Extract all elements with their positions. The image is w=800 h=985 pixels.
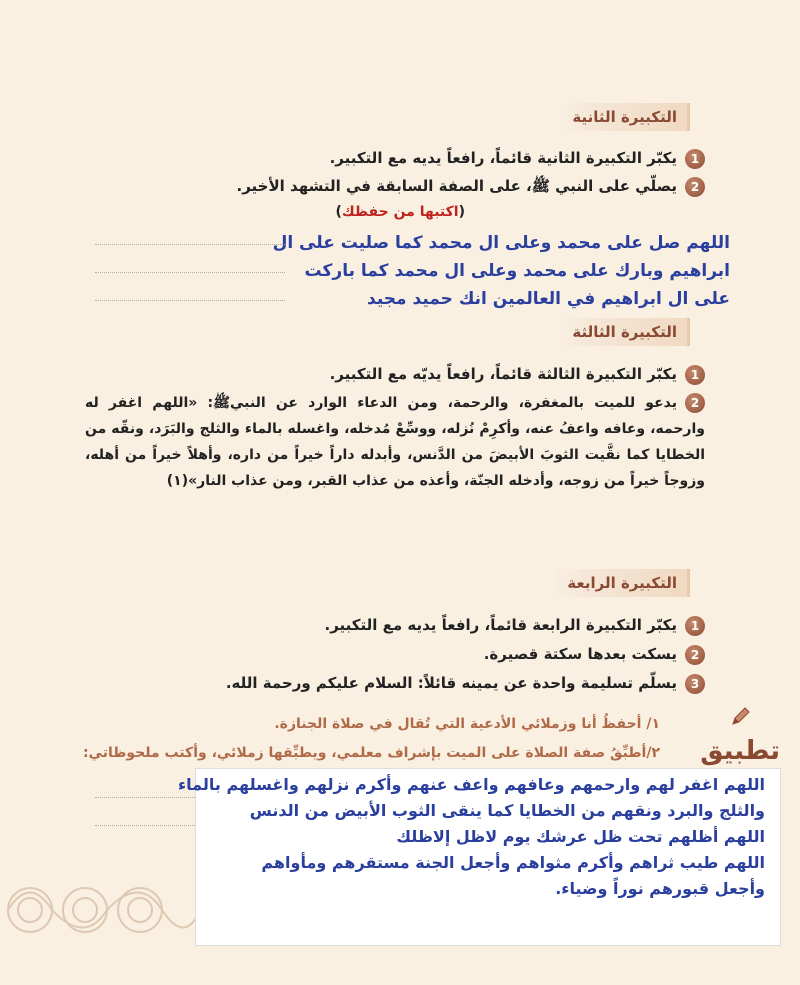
section3-item-1 xyxy=(330,362,705,386)
overlay-line-3: اللهم أظلهم تحت ظل عرشك يوم لاظل إلاظلك xyxy=(396,827,765,846)
step-text: يكبّر التكبيرة الثانية قائماً، رافعاً يديه مع التكبير. xyxy=(329,149,677,167)
step-number-badge: 2 xyxy=(685,645,705,665)
step-text: يصلّي على النبي ﷺ، على الصفة السابقة في التشهد الأخير. xyxy=(236,177,677,195)
overlay-line-4: اللهم طيب ثراهم وأكرم مثواهم وأجعل الجنة مستقرهم ومأواهم xyxy=(261,853,765,872)
step-number-badge: 2 xyxy=(685,177,705,197)
decorative-ornament xyxy=(0,855,200,965)
section2-item-1 xyxy=(330,146,705,170)
dotted-line xyxy=(95,797,205,798)
overlay-line-2: والثلج والبرد ونقهم من الخطايا كما ينقى الثوب الأبيض من الدنس xyxy=(249,801,765,820)
dotted-line xyxy=(95,825,205,826)
activity-task-2: ٢/أطبِّقُ صفة الصلاة على الميت بإشراف معلمي، ويطبِّقها زملائي، وأكتب ملحوظاتي: xyxy=(82,745,660,761)
activity-label: تطبيق xyxy=(700,736,780,766)
dotted-line xyxy=(95,272,285,273)
dotted-line xyxy=(95,244,285,245)
section2-heading: التكبيرة الثانية xyxy=(558,103,690,131)
handwritten-answer-box xyxy=(177,768,781,946)
note-paren-close: ) xyxy=(335,204,342,220)
note-red-text: اكتبها من حفظك xyxy=(341,204,459,220)
pen-icon xyxy=(730,705,752,727)
step-number-badge: 1 xyxy=(685,365,705,385)
section3-item-2 xyxy=(85,390,705,494)
memorize-note xyxy=(335,204,465,220)
step-text: يكبّر التكبيرة الرابعة قائماً، رافعاً يديه مع التكبير. xyxy=(324,616,677,634)
step-number-badge: 3 xyxy=(685,674,705,694)
step-number-badge: 2 xyxy=(685,393,705,413)
section2-item-2 xyxy=(237,174,705,198)
section4-heading: التكبيرة الرابعة xyxy=(553,569,690,597)
section4-item-1 xyxy=(325,613,706,637)
answer-line-3: على ال ابراهيم في العالمين انك حميد مجيد xyxy=(367,289,730,309)
step-text: يكبّر التكبيرة الثالثة قائماً، رافعاً يديّه مع التكبير. xyxy=(329,365,677,383)
answer-line-1: اللهم صل على محمد وعلى ال محمد كما صليت على ال xyxy=(272,233,730,253)
overlay-line-5: وأجعل قبورهم نوراً وضياء. xyxy=(555,879,765,898)
step-text: يسلّم تسليمة واحدة عن يمينه قائلاً: السلام عليكم ورحمة الله. xyxy=(225,674,677,692)
step-number-badge: 1 xyxy=(685,149,705,169)
overlay-line-1: اللهم اغفر لهم وارحمهم وعافهم واعف عنهم وأكرم نزلهم واغسلهم بالماء xyxy=(177,775,765,794)
section3-heading: التكبيرة الثالثة xyxy=(558,318,690,346)
dotted-line xyxy=(95,300,285,301)
note-paren-open: ( xyxy=(458,204,465,220)
section4-item-3 xyxy=(226,671,705,695)
dua-text: يدعو للميت بالمغفرة، والرحمة، ومن الدعاء الوارد عن النبيﷺ: «اللهم اغفر له وارحمه، وعافه واعفُ عنه، وأكرِمْ نُزله، ووسِّعْ مُدخله، واغسله بالماء والثلج والبَرَد، ونقّه من الخطايا كما نقَّيت الثوبَ الأبيضَ من الدَّنس، وأبدله داراً خيراً من داره، وأهلاً خيراً من أهله، وزوجاً خيراً من زوجه، وأدخله الجنّة، وأعذه من عذاب القبر، ومن عذاب النار»(١) xyxy=(85,395,705,489)
activity-task-1: ١/ أحفظُ أنا وزملائي الأدعية التي تُقال في صلاة الجنازة. xyxy=(274,716,660,732)
step-number-badge: 1 xyxy=(685,616,705,636)
step-text: يسكت بعدها سكتة قصيرة. xyxy=(483,645,677,663)
answer-line-2: ابراهيم وبارك على محمد وعلى ال محمد كما باركت xyxy=(304,261,730,281)
section4-item-2 xyxy=(484,642,705,666)
